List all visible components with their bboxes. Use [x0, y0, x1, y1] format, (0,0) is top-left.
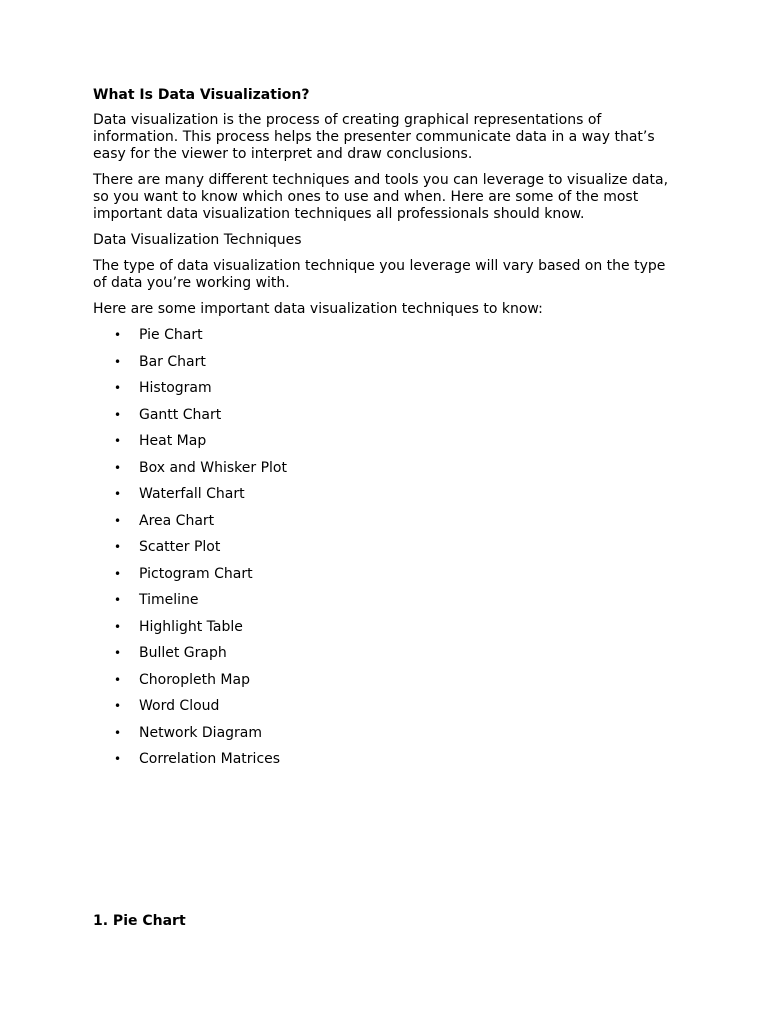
list-item-label: Word Cloud: [139, 698, 220, 714]
list-item: [93, 645, 683, 672]
list-item: [93, 751, 683, 778]
document-body: [93, 86, 683, 778]
bullet-icon: •: [114, 752, 122, 766]
list-item-label: Choropleth Map: [139, 671, 250, 688]
list-item-label: Timeline: [139, 592, 199, 608]
bullet-icon: •: [114, 566, 122, 581]
bullet-icon: •: [114, 354, 122, 369]
section-heading-pie-chart: 1. Pie Chart: [93, 913, 186, 929]
list-item-label: Network Diagram: [139, 724, 263, 741]
list-intro-paragraph: Here are some important data visualization techniques to know:: [93, 301, 543, 317]
subheading-techniques: Data Visualization Techniques: [93, 232, 302, 248]
list-item: [93, 672, 683, 699]
list-item-label: Highlight Table: [139, 618, 243, 635]
intro-paragraph: Data visualization is the process of creating graphical representations of information. This process helps the presenter communicate data in a way that’s easy for the viewer to interpret and draw conclusions.: [93, 112, 655, 162]
list-item-label: Histogram: [139, 380, 212, 396]
bullet-icon: •: [114, 513, 122, 528]
type-paragraph: The type of data visualization technique you leverage will vary based on the type of data you’re working with.: [93, 258, 666, 291]
bullet-icon: •: [114, 487, 122, 501]
list-item-label: Bar Chart: [139, 353, 206, 370]
list-item-label: Correlation Matrices: [139, 751, 281, 767]
list-item: [93, 619, 683, 646]
document-title: What Is Data Visualization?: [93, 87, 310, 103]
bullet-icon: •: [114, 619, 122, 634]
bullet-icon: •: [114, 699, 122, 713]
bullet-icon: •: [114, 381, 122, 395]
list-item: [93, 460, 683, 487]
list-item: [93, 354, 683, 381]
techniques-paragraph: There are many different techniques and tools you can leverage to visualize data, so you want to know which ones to use and when. Here are some of the most important data visualization techniques all professionals should know.: [93, 172, 669, 222]
bullet-icon: •: [114, 460, 122, 475]
bullet-icon: •: [114, 672, 122, 687]
list-item-label: Heat Map: [139, 433, 207, 449]
list-item-label: Scatter Plot: [139, 539, 221, 555]
list-item: [93, 725, 683, 752]
list-item-label: Box and Whisker Plot: [139, 459, 287, 476]
list-item-label: Area Chart: [139, 512, 215, 529]
bullet-icon: •: [114, 407, 122, 422]
list-item-label: Waterfall Chart: [139, 486, 245, 502]
list-item: [93, 566, 683, 593]
list-item-label: Bullet Graph: [139, 645, 227, 661]
bullet-icon: •: [114, 328, 122, 342]
list-item: [93, 327, 683, 354]
list-item: [93, 380, 683, 407]
bullet-icon: •: [114, 646, 122, 660]
techniques-list: [93, 327, 683, 778]
list-item: [93, 513, 683, 540]
bullet-icon: •: [114, 725, 122, 740]
bullet-icon: •: [114, 593, 122, 607]
list-item: [93, 486, 683, 513]
list-item: [93, 407, 683, 434]
bullet-icon: •: [114, 434, 122, 448]
list-item: [93, 592, 683, 619]
list-item-label: Pictogram Chart: [139, 565, 253, 582]
list-item-label: Pie Chart: [139, 327, 203, 343]
list-item-label: Gantt Chart: [139, 406, 222, 423]
list-item: [93, 539, 683, 566]
list-item: [93, 433, 683, 460]
bullet-icon: •: [114, 540, 122, 554]
list-item: [93, 698, 683, 725]
